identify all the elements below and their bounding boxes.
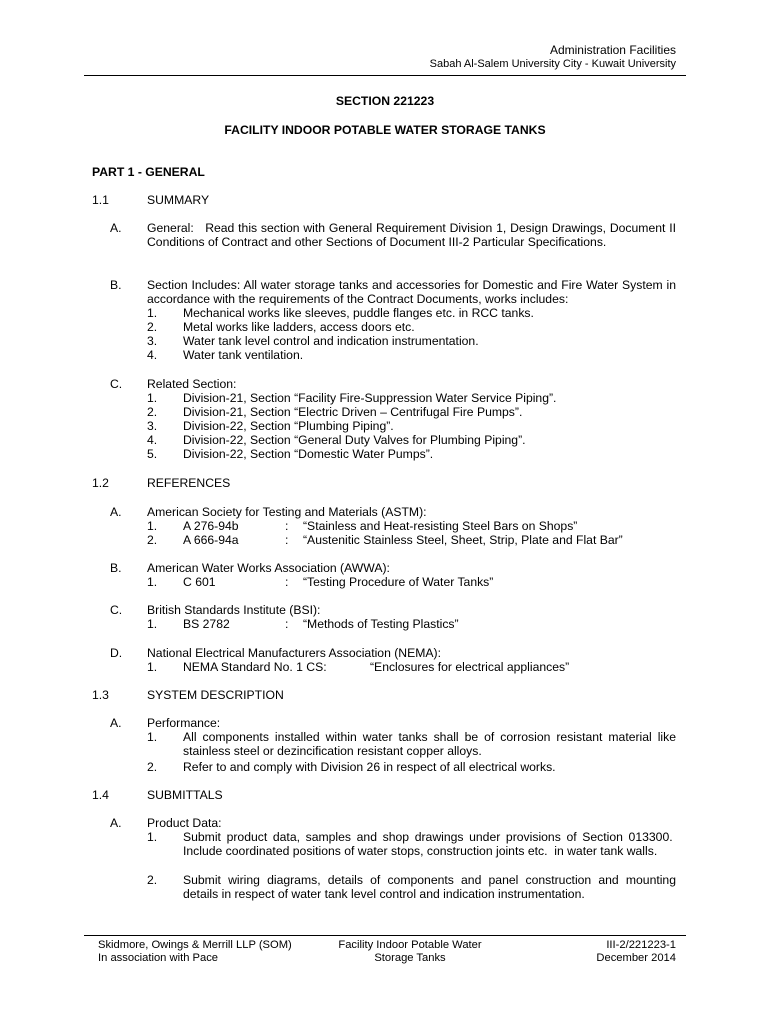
paragraph-letter: C.	[110, 377, 123, 391]
reference-code: A 276-94b	[183, 519, 239, 533]
list-number: 2.	[147, 873, 158, 887]
footer-page-info	[596, 939, 676, 965]
header-facility: Administration Facilities	[549, 43, 676, 57]
paragraph-letter: C.	[110, 603, 123, 617]
list-number: 1.	[147, 617, 158, 631]
list-number: 1.	[147, 306, 158, 320]
list-number: 2.	[147, 760, 158, 774]
paragraph-letter: A.	[110, 816, 122, 830]
paragraph-letter: D.	[110, 646, 123, 660]
reference-title: “Austenitic Stainless Steel, Sheet, Strip, Plate and Flat Bar”	[303, 533, 623, 547]
reference-title: “Methods of Testing Plastics”	[303, 617, 459, 631]
reference-title: “Stainless and Heat-resisting Steel Bars on Shops”	[303, 519, 578, 533]
reference-separator: :	[285, 519, 289, 533]
paragraph-letter: B.	[110, 278, 122, 292]
article-number: 1.3	[92, 688, 109, 702]
paragraph-letter: A.	[110, 505, 122, 519]
paragraph-text: Performance:	[147, 716, 221, 730]
footer-title-line2: Storage Tanks	[374, 952, 446, 964]
footer-date: December 2014	[596, 952, 676, 964]
list-item: Metal works like ladders, access doors etc.	[183, 320, 415, 334]
list-number: 1.	[147, 730, 158, 744]
list-item: Refer to and comply with Division 26 in respect of all electrical works.	[183, 760, 556, 774]
list-number: 1.	[147, 660, 158, 674]
paragraph-text: General: Read this section with General Requirement Division 1, Design Drawings, Document II Conditions of Contract and other Sections of Document III-2 Particular Specifications.	[147, 221, 676, 249]
list-item: All components installed within water tanks shall be of corrosion resistant material like stainless steel or dezincification resistant copper alloys.	[183, 730, 676, 758]
section-title: FACILITY INDOOR POTABLE WATER STORAGE TANKS	[224, 123, 546, 137]
list-number: 2.	[147, 320, 158, 334]
footer-title-line1: Facility Indoor Potable Water	[338, 939, 482, 951]
paragraph-text: National Electrical Manufacturers Association (NEMA):	[147, 646, 441, 660]
reference-separator: :	[285, 533, 289, 547]
footer-firm: Skidmore, Owings & Merrill LLP (SOM)	[98, 939, 292, 951]
part-heading: PART 1 - GENERAL	[92, 165, 205, 179]
paragraph-letter: A.	[110, 221, 122, 235]
list-item: Water tank ventilation.	[183, 348, 304, 362]
footer-rule	[84, 935, 686, 936]
reference-code: C 601	[183, 575, 216, 589]
list-number: 1.	[147, 519, 158, 533]
reference-code: A 666-94a	[183, 533, 239, 547]
list-number: 4.	[147, 348, 158, 362]
list-item: Division-21, Section “Facility Fire-Suppression Water Service Piping”.	[183, 391, 557, 405]
list-number: 3.	[147, 334, 158, 348]
section-number: SECTION 221223	[335, 94, 435, 108]
paragraph-text: American Society for Testing and Materials (ASTM):	[147, 505, 427, 519]
list-number: 1.	[147, 391, 158, 405]
paragraph-text: Product Data:	[147, 816, 222, 830]
paragraph-text: Section Includes: All water storage tanks and accessories for Domestic and Fire Water System in accordance with the requirements of the Contract Documents, works includes:	[147, 278, 676, 306]
reference-separator: :	[285, 575, 289, 589]
article-number: 1.4	[92, 788, 109, 802]
list-number: 4.	[147, 433, 158, 447]
list-item: Submit product data, samples and shop drawings under provisions of Section 013300. Include coordinated positions of water stops, construction joints etc. in water tank walls.	[183, 830, 676, 858]
list-item: Submit wiring diagrams, details of components and panel construction and mounting details in respect of water tank level control and indication instrumentation.	[183, 873, 676, 901]
list-number: 2.	[147, 405, 158, 419]
paragraph-letter: B.	[110, 561, 122, 575]
article-number: 1.1	[92, 193, 109, 207]
paragraph-text: Related Section:	[147, 377, 237, 391]
reference-code: BS 2782	[183, 617, 230, 631]
list-number: 1.	[147, 830, 158, 844]
footer-section-name	[300, 939, 520, 965]
list-number: 2.	[147, 533, 158, 547]
article-title: REFERENCES	[147, 476, 231, 490]
list-number: 1.	[147, 575, 158, 589]
paragraph-text: American Water Works Association (AWWA):	[147, 561, 390, 575]
article-title: SUMMARY	[147, 193, 210, 207]
list-item: Division-22, Section “General Duty Valves for Plumbing Piping”.	[183, 433, 526, 447]
page-number: III-2/221223-1	[606, 939, 676, 951]
list-item: Division-22, Section “Domestic Water Pumps”.	[183, 447, 434, 461]
list-item: Water tank level control and indication instrumentation.	[183, 334, 479, 348]
list-item: Division-21, Section “Electric Driven – Centrifugal Fire Pumps”.	[183, 405, 523, 419]
reference-separator: :	[285, 617, 289, 631]
article-title: SYSTEM DESCRIPTION	[147, 688, 284, 702]
footer-association: In association with Pace	[98, 952, 219, 964]
article-number: 1.2	[92, 476, 109, 490]
list-item: Mechanical works like sleeves, puddle flanges etc. in RCC tanks.	[183, 306, 534, 320]
list-item: Division-22, Section “Plumbing Piping”.	[183, 419, 394, 433]
list-number: 3.	[147, 419, 158, 433]
footer-author	[98, 939, 292, 965]
reference-code: NEMA Standard No. 1 CS:	[183, 660, 327, 674]
article-title: SUBMITTALS	[147, 788, 223, 802]
list-number: 5.	[147, 447, 158, 461]
reference-title: “Enclosures for electrical appliances”	[370, 660, 570, 674]
header-location: Sabah Al-Salem University City - Kuwait University	[429, 58, 676, 70]
header-rule	[84, 75, 686, 76]
paragraph-letter: A.	[110, 716, 122, 730]
paragraph-text: British Standards Institute (BSI):	[147, 603, 321, 617]
reference-title: “Testing Procedure of Water Tanks”	[303, 575, 494, 589]
